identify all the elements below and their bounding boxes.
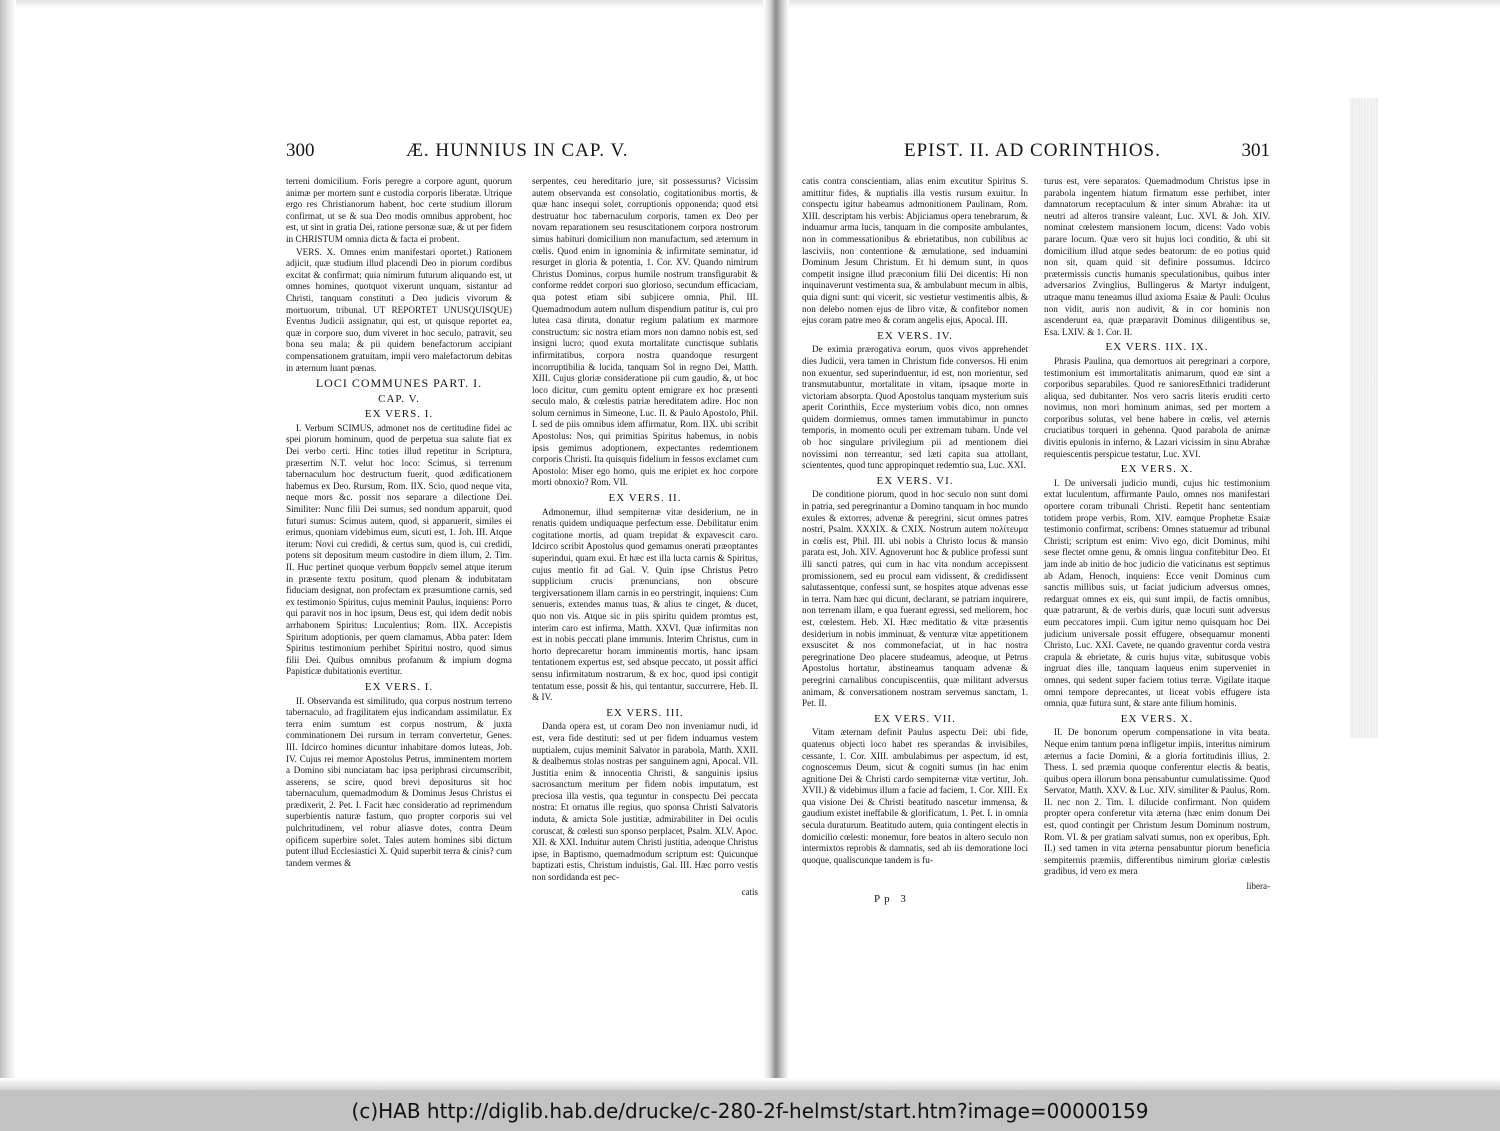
text-paragraph: I. De universali judicio mundi, cujus hic testimonium extat luculentum, affirmante Paulo, omnes nos manifestari oportere coram tribunali Christi. Repetit hanc sententiam totidem prope verbis, Rom. XIV. eamque Prophetæ Esaiæ testimonio confirmat, scribens: Omnes statuemur ad tribunal Christi; scriptum est enim: Vivo ego, dicit Dominus, mihi sese flectet omne genu, & omnis lingua confitebitur Deo. Et jam inde ab initio de hoc judicio die vaticinatus est septimus ab Adam, Henoch, inquiens: Ecce venit Dominus cum sanctis millibus suis, ut faciat judicium adversus omnes, redarguat omnes ex eis, qui sunt impii, de factis omnibus, quæ patrarunt, & de verbis duris, quæ locuti sunt adversus eum peccatores impii. Cum igitur nemo quisquam hoc Dei judicium universale possit effugere, obsequamur monenti Christo, Luc. XXI. Cavete, ne quando graventur corda vestra crapula & ebrietate, & curis hujus vitæ, subitusque vobis ingruat dies ille, tanquam laqueus enim superveniet in omnes, qui sedent super faciem totius terræ. Vigilate itaque omni tempore deprecantes, ut liceat vobis effugere ista omnia, quæ futura sunt, & stare ante filium hominis. xyxy=(1044,477,1270,709)
paper-top-edge xyxy=(0,0,1500,9)
credit-footer-bar xyxy=(0,1090,1500,1131)
credit-url-text: (c)HAB http://diglib.hab.de/drucke/c-280-2f-helmst/start.htm?image=00000159 xyxy=(351,1098,1149,1123)
section-heading: CAP. V. xyxy=(378,392,420,405)
left-page-catchword-row xyxy=(286,887,758,897)
section-heading: EX VERS. IV. xyxy=(877,329,953,342)
text-paragraph: Vitam æternam definit Paulus aspectu Dei: ubi fide, quatenus objecti loco habet res sperandas & invisibiles, cessante, 1. Cor. XIII. ambulabimus per aspectum, id est, cognoscemus Deum, sicut & cogniti sumus (in hac enim agnitione Dei & Christi cardo sempiternæ vitæ vertitur, Joh. XVII.) & videbimus illum a facie ad faciem, 1. Cor. XIII. Ex qua visione Dei & Christi beatitudo nascetur immensa, & gaudium existet ineffabile & glorificatum, 1. Pet. I. in omnia secula duraturum. Beatitudo autem, quia contingent electis in domicilio cœlesti: monemur, fore beatos in altero seculo non intermixtos reprobis & damnatis, sed ab iis demoratione loci quoque, qualiscunque tandem is fu- xyxy=(802,727,1028,865)
right-page-folio: 301 xyxy=(1241,140,1270,161)
right-page-column-1 xyxy=(802,176,1028,879)
left-page xyxy=(286,140,758,897)
section-heading: EX VERS. VI. xyxy=(876,474,954,487)
left-page-running-head: Æ. HUNNIUS IN CAP. V. xyxy=(406,140,629,161)
text-paragraph: turus est, vere separatos. Quemadmodum Christus ipse in parabola ingentem hiatum firmatum esse perhibet, inter damnatorum receptaculum & inter sinum Abrahæ: ita ut neutri ad alteros transire valeant, Luc. XVI. & Joh. XIV. nominat cœlestem mansionem locum, dicens: Vado vobis parare locum. Quæ vero sit hujus loci conditio, & ubi sit domicilium illud atque sedes beatorum: de eo potius quid non sit, quam quid sit definire possumus. Idcirco prætermissis cunctis humanis speculationibus, quibus inter adversarios Zvinglius, Bullingerus & Martyr indulgent, utraque manu teneamus illud axioma Esaiæ & Pauli: Oculus non vidit, auris non audivit, & in cor hominis non ascenderunt ea, quæ præparavit Dominus diligentibus se, Esa. LXIV. & 1. Cor. II. xyxy=(1044,176,1270,337)
right-page-catchword: libera- xyxy=(1246,881,1270,892)
right-page-header xyxy=(802,140,1270,170)
text-paragraph: terreni domicilium. Foris peregre a corpore agunt, quorum animæ per mortem sunt e custodia corporis liberatæ. Utrique ergo res Christianorum habent, hoc certe studium illorum confirmat, ut se & sua Deo modis omnibus approbent, hoc est, ut sint in gratia Dei, ratione personæ suæ, & ut per fidem in CHRISTUM omnia dicta & facta ei probent. xyxy=(286,176,512,244)
text-paragraph: Danda opera est, ut coram Deo non inveniamur nudi, id est, vera fide destituti: sed ut per fidem induamus vestem nuptialem, cujus meminit Salvator in parabola, Matth. XXII. & dealbemus stolas nostras per sanguinem agni, Apocal. VII. Justitia enim & innocentia Christi, & sanguinis ipsius sacrosanctum meritum per fidem nobis imputatum, est preciosa illa vestis, qua teguntur in conspectu Dei peccata nostra: Et ornatus ille regius, quo sponsa Christi Salvatoris induta, & amicta Sole justitiæ, admirabiliter in Dei oculis coruscat, & cœlesti suo sponso perplacet, Psalm. XLV. Apoc. XII. & XXI. Induitur autem Christi justitia, adeoque Christus ipse, in Baptismo, quemadmodum scriptum est: Quicunque baptizati estis, Christum induistis, Gal. III. Hæc porro vestis non sordidanda est pec- xyxy=(532,721,758,883)
right-page-signature-mark: Pp 3 xyxy=(874,893,910,906)
left-page-column-1 xyxy=(286,176,512,885)
right-page-columns xyxy=(802,176,1270,879)
left-page-folio: 300 xyxy=(286,140,315,161)
paper-bottom-edge xyxy=(0,1078,1500,1090)
section-heading: EX VERS. II. xyxy=(608,492,682,505)
text-paragraph: II. De bonorum operum compensatione in vita beata. Neque enim tantum pœna infligetur impiis, interitus nimirum æternus a facie Domini, & a gloria fortitudinis illius, 2. Thess. I. sed præmia quoque conferentur electis & beatis, quibus opera illorum bona pensabuntur cumulatissime. Quod Servator, Matth. XXV. & Luc. XIV. similiter & Paulus, Rom. II. nec non 2. Tim. I. dilucide confirmant. Non quidem propter opera conferetur vita æterna (hæc enim donum Dei est, quod contingit per Christum Jesum Dominum nostrum, Rom. VI. & per gratiam salvati sumus, non ex operibus, Eph. II.) sed tamen in vita æterna pensabuntur piorum beneficia sempiternis præmiis, differentibus nimirum gloriæ cœlestis gradibus, id vero ex mera xyxy=(1044,727,1270,877)
section-heading: LOCI COMMUNES PART. I. xyxy=(315,376,483,391)
text-paragraph: De conditione piorum, quod in hoc seculo non sunt domi in patria, sed peregrinantur a Domino tanquam in hoc mundo exules & extorres, advenæ & peregrini, sicut omnes patres nostri, Psalm. XXXIX. & CXIX. Nostrum autem πολίτευμα in cœlis est, Phil. III. ubi nobis a Christo locus & mansio parata est, Joh. XIV. Agnoverunt hoc & publice professi sunt illi sancti patres, qui cum in hac vita nondum accepissent promissionem, sed eu procul eam vidissent, & credidissent salutassentque, confessi sunt, se hospites atque advenas esse in terra. Nam hæc qui dicunt, declarant, se patriam inquirere, non terrenam illam, e qua fuerant egressi, sed meliorem, hoc est, cœlestem. Heb. XI. Hæc meditatio & vitæ præsentis desiderium in nobis imminuat, & venturæ vitæ appetitionem exsuscitet & nos commonefaciat, ut in hac nostra peregrinatione Deo placere studeamus, adeoque, ut Petrus Apostolus hortatur, abstineamus tanquam advenæ & peregrini carnalibus concupiscentiis, quæ militant adversus animam, & conversationem nostram servemus sanctam, 1. Pet. II. xyxy=(802,489,1028,709)
section-heading: EX VERS. I. xyxy=(364,408,434,421)
text-paragraph: serpentes, ceu hereditario jure, sit possessurus? Vicissim autem observanda est consolatio, cogitationibus mortis, & quæ hanc insequi solet, corruptionis opponenda; quod etsi destruatur hoc tabernaculum corporis, tamen ex Deo per novam reparationem seu resuscitationem corpora nostrorum simus habituri domicilium non manufactum, sed æternum in cœlis. Quod enim in ignominia & infirmitate seminatur, id resurget in gloria & potentia, 1. Cor. XV. Quando nimirum Christus Dominus, corpus humile nostrum transfigurabit & conforme reddet corpori suo glorioso, secundum efficaciam, qua potest etiam sibi subjicere omnia, Phil. III. Quemadmodum autem nullum dispendium patitur is, cui pro lutea casa diruta, donatur regium palatium ex marmore constructum: sic nostra etiam mors non damno nobis est, sed insigni lucro; quod exuta mortalitate cunctisque sublatis infirmitatibus, corpora nostra quandoque resurgent incorruptibilia & lucida, tanquam Sol in regno Dei, Matth. XIII. Cujus gloriæ consideratione pii cum gaudio, &, ut hoc loco dicitur, cum gemitu optent emigrare ex hoc præsenti seculo malo, & cœlestis patriæ hereditatem adire. Hoc non solum cernimus in Simeone, Luc. II. & Paulo Apostolo, Phil. I. sed de piis omnibus idem affirmatur, Rom. IIX. ubi scribit Apostolus: Nos, qui primitias Spiritus habemus, in nobis ipsis gemimus adoptionem, expectantes redemtionem corporis Christi. Ita quisquis fidelium in fessos exclamet cum Apostolo: Miser ego homo, quis me eripiet ex hoc corpore morti obnoxio? Rom. VII. xyxy=(532,176,758,488)
left-page-header xyxy=(286,140,758,170)
left-page-catchword: catis xyxy=(741,886,758,897)
text-paragraph: De eximia prærogativa eorum, quos vivos apprehendet dies Judicii, vera tamen in Christum fide conversos. Hi enim non exuentur, sed superinduentur, id est, non morientur, sed transmutabuntur, mortalitate in vitam, ipsaque morte in victoriam absorpta. Quod Apostolus tanquam mysterium suis aperit Corinthiis, Ecce mysterium vobis dico, non omnes quidem dormiemus, omnes tamen immutabimur in puncto temporis, in momento oculi per extremam tubam. Unde vel ob hoc singulare privilegium pii ad mentionem diei novissimi non terreantur, sed læti capita sua attollant, sciententes, quod tunc appropinquet redemtio sua, Luc. XXI. xyxy=(802,344,1028,471)
section-heading: EX VERS. I. xyxy=(364,680,434,693)
section-heading: EX VERS. VII. xyxy=(874,712,956,725)
book-binding-left-edge xyxy=(0,0,16,1090)
left-page-column-2 xyxy=(532,176,758,885)
right-page-catchword-row xyxy=(802,881,1270,891)
text-paragraph: II. Observanda est similitudo, qua corpus nostrum terreno tabernaculo, ad fragilitatem ejus indicandam assimilatur. Ex terra enim sumtum est corpus nostrum, & juxta comminationem Dei rursum in terram convertetur, Genes. III. Idcirco homines dicuntur inhabitare domos luteas, Job. IV. Cujus rei memor Apostolus Petrus, imminentem mortem a Domino sibi nunciatam hac ipsa periphrasi circumscribit, asserens, se scire, quod brevi depositurus sit hoc tabernaculum, quemadmodum & Dominus Jesus Christus ei prædixerit, 2. Pet. I. Facit hæc consideratio ad reprimendum superbientis naturæ fastum, quo propter corporis sui vel pulchritudinem, vel robur aliasve dotes, contra Deum opificem superbire solet. Tales autem homines sibi dictum putent illud Ecclesiastici X. Quid superbit terra & cinis? cum tandem vermes & xyxy=(286,695,512,868)
text-paragraph: VERS. X. Omnes enim manifestari oportet.) Rationem adjicit, quæ studium illud placendi Deo in piorum cordibus excitat & confirmat; quia nimirum futurum aliquando est, ut omnes homines, quotquot vixerunt unquam, sistantur ad Christi, tanquam constituti a Deo judicis vivorum & mortuorum, tribunal. UT REPORTET UNUSQUISQUE) Eventus Judicii assignatur, qui est, ut quisque reportet ea, quæ in corpore suo, dum viveret in hoc seculo, patravit, seu bona seu mala; & pii quidem benefactorum accipiant compensationem gratuitam, impii vero malefactorum debitas in æternum luant pœnas. xyxy=(286,246,512,373)
section-heading: EX VERS. IIX. IX. xyxy=(1105,341,1209,354)
text-paragraph: I. Verbum SCIMUS, admonet nos de certitudine fidei ac spei piorum hominum, quod de perpetua sua salute fiat ex Dei verbo certi. Hinc toties illud repetitur in Scriptura, præsertim N.T. velut hoc loco: Scimus, si terrenum tabernaculum hoc destructum fuerit, quod ædificationem habemus ex Deo. Rursum, Rom. IIX. Scio, quod neque vita, neque mors &c. possit nos separare a dilectione Dei. Similiter: Nunc filii Dei sumus, sed nondum apparuit, quod futuri sumus: Scimus autem, quod, si apparuerit, similes ei erimus, quoniam videbimus eum, sicuti est, 1. Joh. III. Atque iterum: Novi cui credidi, & certus sum, quod is, cui credidi, potens sit depositum meum custodire in diem illum, 2. Tim. II. Huc pertinet quoque verbum θαρρεῖν semel atque iterum in præsente textu positum, quod plenam & indubitatam fiduciam designat, non profectam ex præsumtione carnis, sed ex testimonio Spiritus, cujus meminit Paulus, inquiens: Porro qui paravit nos in hoc ipsum, Deus est, qui idem dedit nobis arrhabonem Spiritus: Luculentius; Rom. IIX. Accepistis Spiritum adoptionis, per quem clamamus, Abba pater: Idem Spiritus testimonium perhibet Spiritui nostro, quod simus filii Dei. Quibus omnibus profanum & impium dogma Papisticæ dubitationis evertitur. xyxy=(286,422,512,677)
right-page-running-head: EPIST. II. AD CORINTHIOS. xyxy=(904,140,1161,161)
text-paragraph: Phrasis Paulina, qua demortuos ait peregrinari a corpore, testimonium est immortalitatis animarum, quod eæ sint a corporibus separabiles. Quod re sanioresEthnici tradiderunt aliqua, sed dubitanter. Nos vero sacris literis eruditi certo novimus, non mori hominum animas, sed per mortem a corporibus solutas, vel bene habere in cœlis, vel æternis cruciatibus torqueri in gehenna. Quod parabola de animæ divitis epulonis in inferno, & Lazari vicissim in sinu Abrahæ requiescentis perspicue testatur, Luc. XVI. xyxy=(1044,355,1270,459)
section-heading: EX VERS. III. xyxy=(606,706,684,719)
right-page xyxy=(802,140,1270,906)
text-paragraph: catis contra conscientiam, alias enim excutitur Spiritus S. amittitur fides, & nuptialis illa vestis rursum exuitur. In conspectu igitur habeamus admonitionem Paulinam, Rom. XIII. descriptam his verbis: Abjiciamus opera tenebrarum, & induamur arma lucis, tanquam in die composite ambulantes, non in commessationibus & ebrietatibus, non cubilibus ac lasciviis, non contentione & æmulatione, sed induamini Dominum Jesum Christum. Et hi demum sunt, in quos competit insigne illud præconium filii Dei dicentis: Hi non inquinaverunt vestimenta sua, & ambulabunt mecum in albis, quia digni sunt: qui vicerit, sic vestietur vestimentis albis, & non delebo nomen ejus de libro vitæ, & confitebor nomen ejus coram patre meo & coram angelis ejus, Apocal. III. xyxy=(802,176,1028,326)
left-page-columns xyxy=(286,176,758,885)
right-page-column-2 xyxy=(1044,176,1270,879)
book-gutter-shadow xyxy=(763,0,789,1090)
section-heading: EX VERS. X. xyxy=(1120,712,1194,725)
text-paragraph: Admonemur, illud sempiternæ vitæ desiderium, ne in renatis quidem undiquaque perfectum esse. Debilitatur enim cogitatione mortis, ad quam trepidat & expavescit caro. Idcirco scribit Apostolus quod gemamus onerati præoptantes superindui, quam exui. Et hæc est illa lucta carnis & Spiritus, cujus mentio fit ad Gal. V. Quin ipse Christus Petro supplicium crucis prænuncians, non obscure tergiversationem illam carnis in eo perstringit, inquiens: Cum senueris, extendes manus tuas, & alius te cinget, & ducet, quo non vis. Atque sic in piis spiritu quidem promtus est, interim caro est infirma, Matth. XXVI. Quæ infirmitas non est in nobis peccati plane immunis. Interim Christus, cum in horto deprecaretur horam imminentis mortis, hanc ipsam tentationem expertus est, sed absque peccato, ut possit affici sensu infirmitatum nostrarum, & ex hoc, quod ipsi contigit tentatum esse, possit & his, qui tentantur, succurrere, Heb. II. & IV. xyxy=(532,506,758,703)
page-fore-edge-stack xyxy=(1350,98,1378,738)
section-heading: EX VERS. X. xyxy=(1120,463,1194,476)
